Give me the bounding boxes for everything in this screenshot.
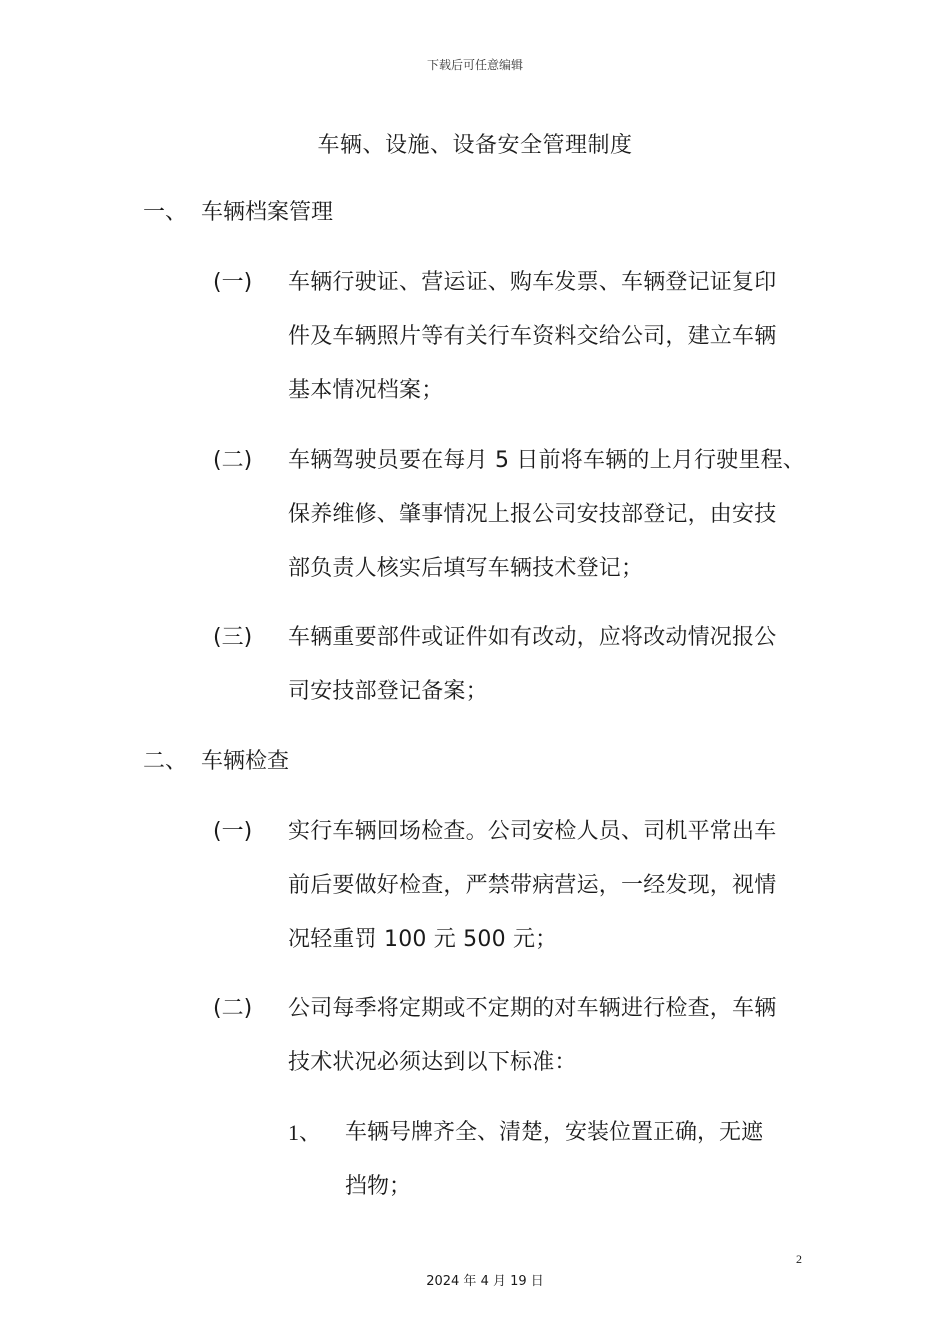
text-line: 件及车辆照片等有关行车资料交给公司，建立车辆 (288, 324, 777, 349)
section-number: 一、 (143, 200, 188, 225)
text-line: 公司每季将定期或不定期的对车辆进行检查，车辆 (288, 996, 777, 1021)
text-line: 保养维修、肇事情况上报公司安技部登记，由安技 (288, 502, 777, 527)
text-line: 车辆号牌齐全、清楚，安装位置正确，无遮 (345, 1120, 764, 1145)
text-line: 司安技部登记备案； (288, 679, 488, 704)
text-line: 车辆行驶证、营运证、购车发票、车辆登记证复印 (288, 270, 777, 295)
subitem-text (345, 1106, 795, 1214)
section-number: 二、 (143, 749, 188, 774)
footer-date: 2024 年 4 月 19 日 (426, 1274, 544, 1289)
item-marker: (二) (213, 996, 253, 1021)
text-line: 车辆驾驶员要在每月 5 日前将车辆的上月行驶里程、 (288, 448, 805, 473)
text-line: 况轻重罚 100 元 500 元； (288, 927, 558, 952)
text-line: 基本情况档案； (288, 378, 444, 403)
document-title: 车辆、设施、设备安全管理制度 (317, 133, 633, 158)
item-marker: (三) (213, 625, 253, 650)
item-text (288, 805, 808, 967)
section-heading (143, 198, 333, 228)
subitem-marker: 1、 (288, 1120, 322, 1145)
item-marker: (一) (213, 819, 253, 844)
header-note: 下载后可任意编辑 (426, 58, 523, 72)
text-line: 挡物； (345, 1174, 412, 1199)
item-text (288, 611, 808, 719)
section-title: 车辆检查 (201, 749, 290, 774)
section-title: 车辆档案管理 (201, 200, 334, 225)
item-text (288, 434, 808, 596)
text-line: 技术状况必须达到以下标准： (288, 1050, 577, 1075)
item-text (288, 982, 808, 1090)
item-marker: (一) (213, 270, 253, 295)
text-line: 实行车辆回场检查。公司安检人员、司机平常出车 (288, 819, 777, 844)
item-marker: (二) (213, 448, 253, 473)
page-number: 2 (796, 1252, 802, 1266)
text-line: 前后要做好检查，严禁带病营运，一经发现，视情 (288, 873, 777, 898)
item-text (288, 256, 808, 418)
section-heading (143, 747, 289, 777)
text-line: 车辆重要部件或证件如有改动，应将改动情况报公 (288, 625, 777, 650)
text-line: 部负责人核实后填写车辆技术登记； (288, 556, 644, 581)
